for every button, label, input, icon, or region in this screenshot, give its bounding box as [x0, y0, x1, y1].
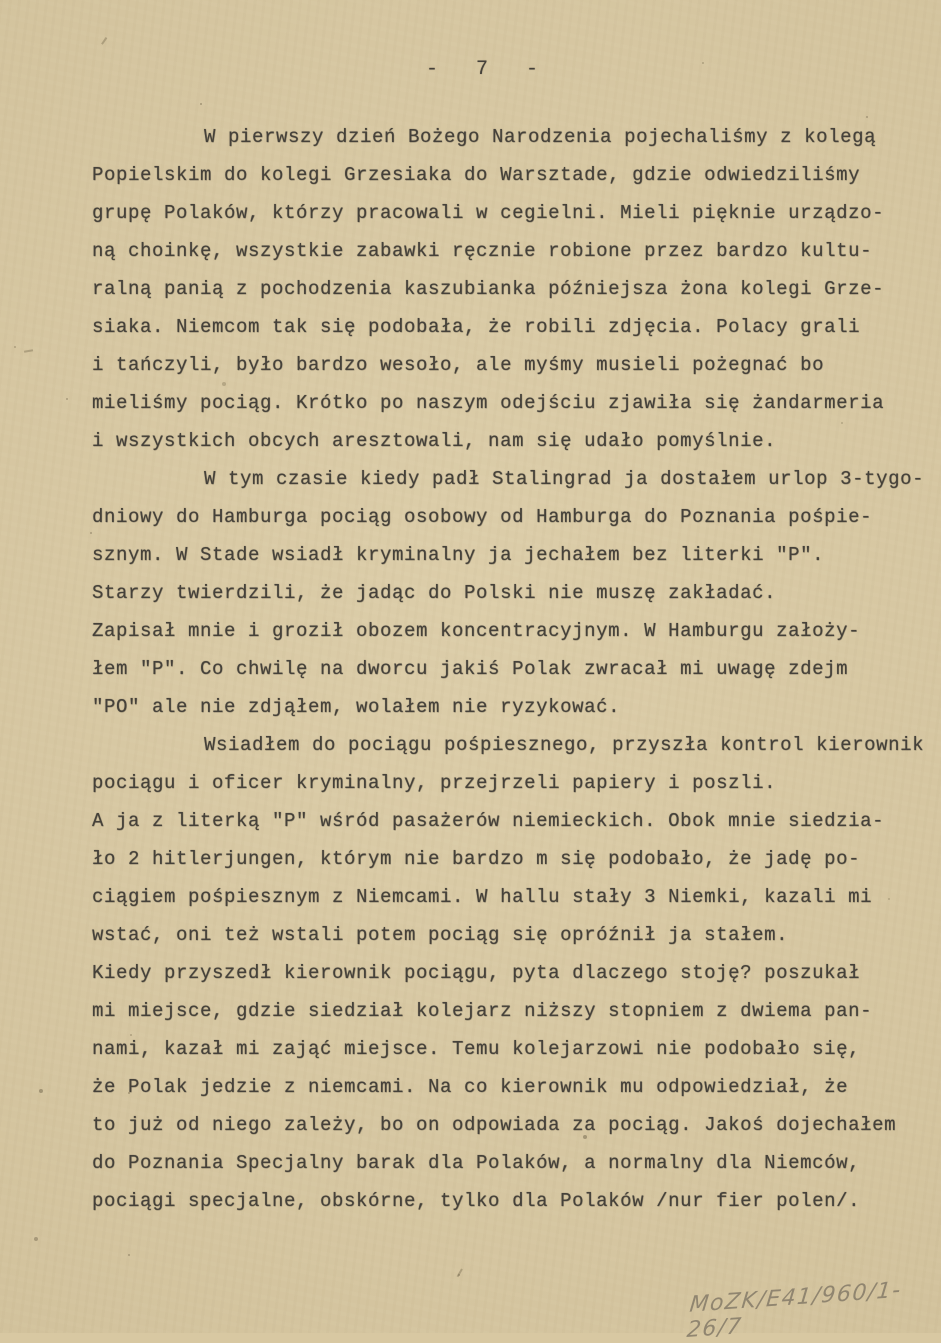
text-line: Popielskim do kolegi Grzesiaka do Warsztade, gdzie odwiedziliśmy — [92, 164, 861, 186]
text-line: A ja z literką "P" wśród pasażerów niemieckich. Obok mnie siedzia- — [92, 810, 885, 832]
text-line: pociągi specjalne, obskórne, tylko dla Polaków /nur fier polen/. — [92, 1190, 861, 1212]
text-line: "PO" ale nie zdjąłem, wolałem nie ryzykować. — [92, 696, 621, 718]
text-line: ralną panią z pochodzenia kaszubianka późniejsza żona kolegi Grze- — [92, 278, 885, 300]
stray-pencil-mark — [457, 1268, 463, 1277]
text-line: Zapisał mnie i groził obozem koncentracyjnym. W Hamburgu założy- — [92, 620, 861, 642]
text-line: to już od niego zależy, bo on odpowiada za pociąg. Jakoś dojechałem — [92, 1114, 897, 1136]
text-line: i wszystkich obcych aresztowali, nam się udało pomyślnie. — [92, 430, 777, 452]
text-line: mieliśmy pociąg. Krótko po naszym odejściu zjawiła się żandarmeria — [92, 392, 885, 414]
text-line: Starzy twierdzili, że jadąc do Polski nie muszę zakładać. — [92, 582, 777, 604]
stray-pencil-mark — [24, 349, 33, 352]
text-line: wstać, oni też wstali potem pociąg się opróźnił ja stałem. — [92, 924, 789, 946]
text-line: pociągu i oficer kryminalny, przejrzeli papiery i poszli. — [92, 772, 777, 794]
text-line: że Polak jedzie z niemcami. Na co kierownik mu odpowiedział, że — [92, 1076, 849, 1098]
text-line: łem "P". Co chwilę na dworcu jakiś Polak zwracał mi uwagę zdejm — [92, 658, 849, 680]
paper-speckles — [0, 0, 2, 2]
text-line: dniowy do Hamburga pociąg osobowy od Hamburga do Poznania pośpie- — [92, 506, 873, 528]
text-line: grupę Polaków, którzy pracowali w cegielni. Mieli pięknie urządzo- — [92, 202, 885, 224]
text-line: ło 2 hitlerjungen, którym nie bardzo m się podobało, że jadę po- — [92, 848, 861, 870]
text-line: W tym czasie kiedy padł Stalingrad ja dostałem urlop 3-tygo- — [204, 468, 925, 490]
text-line: mi miejsce, gdzie siedział kolejarz niższy stopniem z dwiema pan- — [92, 1000, 873, 1022]
text-line: ną choinkę, wszystkie zabawki ręcznie robione przez bardzo kultu- — [92, 240, 873, 262]
text-line: sznym. W Stade wsiadł kryminalny ja jechałem bez literki "P". — [92, 544, 825, 566]
archival-reference-annotation: MoZK/E41/960/1-26/7 — [685, 1277, 903, 1343]
text-line: Wsiadłem do pociągu pośpiesznego, przyszła kontrol kierownik — [204, 734, 925, 756]
text-line: nami, kazał mi zająć miejsce. Temu kolejarzowi nie podobało się, — [92, 1038, 861, 1060]
text-line: Kiedy przyszedł kierownik pociągu, pyta dlaczego stoję? poszukał — [92, 962, 861, 984]
typewritten-text-block — [92, 118, 925, 1220]
stray-pencil-mark — [101, 37, 107, 44]
text-line: do Poznania Specjalny barak dla Polaków, a normalny dla Niemców, — [92, 1152, 861, 1174]
text-line: ciągiem pośpiesznym z Niemcami. W hallu stały 3 Niemki, kazali mi — [92, 886, 873, 908]
page-number: - 7 - — [425, 58, 551, 81]
text-line: W pierwszy dzień Bożego Narodzenia pojechaliśmy z kolegą — [204, 126, 877, 148]
text-line: i tańczyli, było bardzo wesoło, ale myśmy musieli pożegnać bo — [92, 354, 825, 376]
text-line: siaka. Niemcom tak się podobała, że robili zdjęcia. Polacy grali — [92, 316, 861, 338]
